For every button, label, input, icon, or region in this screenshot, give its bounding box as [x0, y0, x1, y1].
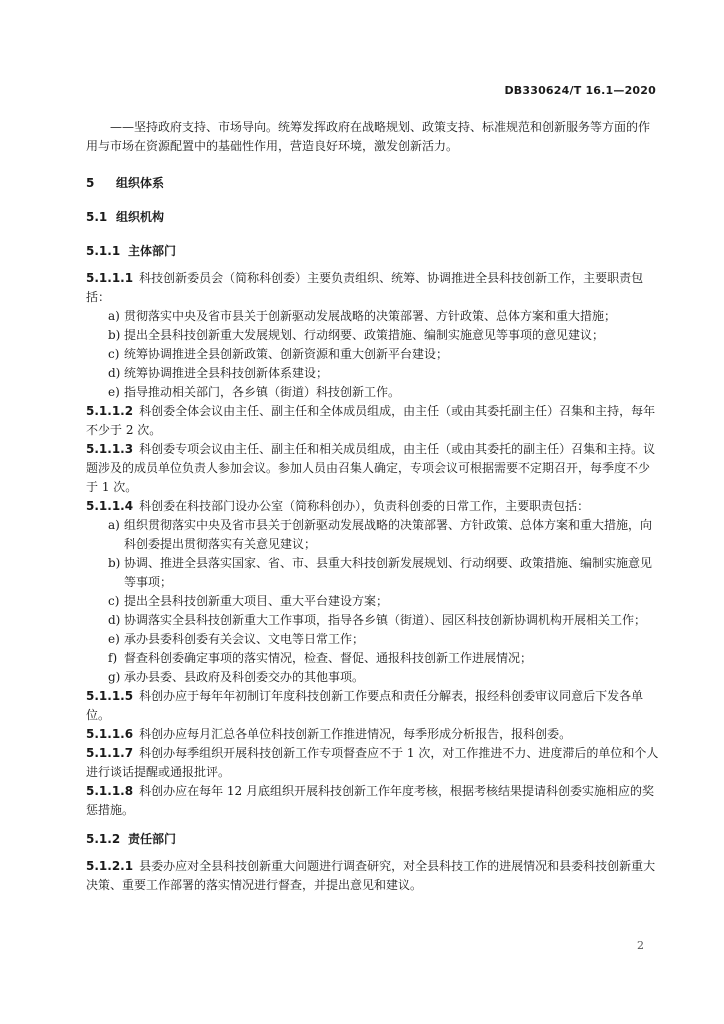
list-item-text: 组织贯彻落实中央及省市县关于创新驱动发展战略的决策部署、方针政策、总体方案和重大措施，向科创委提出贯彻落实有关意见建议； — [124, 518, 653, 551]
clause-number: 5.1.1.5 — [86, 689, 134, 703]
clause-text: 县委办应对全县科技创新重大问题进行调查研究，对全县科技工作的进展情况和县委科技创新重大决策、重要工作部署的落实情况进行督查，并提出意见和建议。 — [86, 859, 656, 892]
list-item — [86, 592, 660, 611]
list-item-text: 统筹协调推进全县科技创新体系建设； — [124, 366, 329, 380]
list-item — [86, 383, 660, 402]
list-item-text: 统筹协调推进全县创新政策、创新资源和重大创新平台建设； — [124, 347, 449, 361]
section-title: 责任部门 — [128, 832, 177, 846]
clause-text: 科创办应于每年年初制订年度科技创新工作要点和责任分解表，报经科创委审议同意后下发各单位。 — [86, 689, 644, 722]
clause-number: 5.1.2.1 — [86, 859, 134, 873]
clause-text: 科创委专项会议由主任、副主任和相关成员组成，由主任（或由其委托的副主任）召集和主持。议题涉及的成员单位负责人参加会议。参加人员由召集人确定，专项会议可根据需要不定期召开，每季度不少于 1 次。 — [86, 442, 656, 494]
clause-5-1-1-8 — [86, 782, 660, 820]
clause-5-1-1-3 — [86, 440, 660, 497]
section-5-1-2-heading — [86, 830, 660, 849]
section-5-1-heading — [86, 208, 660, 227]
clause-5-1-1-1-list — [86, 307, 660, 402]
clause-5-1-2-1 — [86, 857, 660, 895]
list-mark: e) — [108, 385, 120, 399]
clause-text: 科技创新委员会（简称科创委）主要负责组织、统筹、协调推进全县科技创新工作，主要职责包括： — [86, 271, 644, 304]
section-5-heading — [86, 174, 660, 193]
list-item — [86, 554, 660, 592]
list-item — [86, 326, 660, 345]
section-number: 5.1 — [86, 210, 108, 224]
list-item — [86, 611, 660, 630]
list-item — [86, 364, 660, 383]
clause-5-1-1-5 — [86, 687, 660, 725]
section-title: 组织机构 — [116, 210, 165, 224]
section-number: 5.1.2 — [86, 832, 121, 846]
clause-number: 5.1.1.2 — [86, 404, 134, 418]
list-mark: g) — [108, 670, 121, 684]
clause-number: 5.1.1.1 — [86, 271, 134, 285]
clause-number: 5.1.1.4 — [86, 499, 134, 513]
intro-paragraph: ——坚持政府支持、市场导向。统筹发挥政府在战略规划、政策支持、标准规范和创新服务等方面的作用与市场在资源配置中的基础性作用，营造良好环境，激发创新活力。 — [86, 120, 651, 153]
list-item — [86, 649, 660, 668]
clause-text: 科创委全体会议由主任、副主任和全体成员组成，由主任（或由其委托副主任）召集和主持，每年不少于 2 次。 — [86, 404, 656, 437]
section-number: 5.1.1 — [86, 244, 121, 258]
list-mark: d) — [108, 613, 121, 627]
list-item-text: 协调、推进全县落实国家、省、市、县重大科技创新发展规划、行动纲要、政策措施、编制实施意见等事项； — [124, 556, 653, 589]
list-mark: d) — [108, 366, 121, 380]
clause-number: 5.1.1.6 — [86, 727, 134, 741]
clause-5-1-1-4-list — [86, 516, 660, 687]
list-mark: c) — [108, 347, 120, 361]
document-code: DB330624/T 16.1—2020 — [504, 84, 656, 97]
clause-text: 科创办应每月汇总各单位科技创新工作推进情况，每季形成分析报告，报科创委。 — [139, 727, 572, 741]
clause-5-1-1-6 — [86, 725, 660, 744]
clause-text: 科创办每季组织开展科技创新工作专项督查应不于 1 次，对工作推进不力、进度滞后的单位和个人进行谈话提醒或通报批评。 — [86, 746, 659, 779]
list-item-text: 指导推动相关部门，各乡镇（街道）科技创新工作。 — [124, 385, 401, 399]
list-item-text: 贯彻落实中央及省市县关于创新驱动发展战略的决策部署、方针政策、总体方案和重大措施； — [124, 309, 617, 323]
section-5-1-1-heading — [86, 242, 660, 261]
list-item-text: 承办县委科创委有关会议、文电等日常工作； — [124, 632, 365, 646]
list-mark: f) — [108, 651, 118, 665]
clause-5-1-1-2 — [86, 402, 660, 440]
clause-5-1-1-7 — [86, 744, 660, 782]
list-item — [86, 668, 660, 687]
clause-number: 5.1.1.3 — [86, 442, 134, 456]
page-number: 2 — [637, 939, 644, 952]
list-item-text: 承办县委、县政府及科创委交办的其他事项。 — [124, 670, 365, 684]
list-item-text: 提出全县科技创新重大发展规划、行动纲要、政策措施、编制实施意见等事项的意见建议； — [124, 328, 605, 342]
list-mark: b) — [108, 328, 121, 342]
document-body — [86, 118, 660, 895]
list-item-text: 提出全县科技创新重大项目、重大平台建设方案； — [124, 594, 389, 608]
list-mark: b) — [108, 556, 121, 570]
list-mark: a) — [108, 309, 120, 323]
clause-5-1-1-4 — [86, 497, 660, 516]
list-item — [86, 345, 660, 364]
list-item-text: 协调落实全县科技创新重大工作事项，指导各乡镇（街道）、园区科技创新协调机构开展相关工作； — [124, 613, 647, 627]
list-item-text: 督查科创委确定事项的落实情况，检查、督促、通报科技创新工作进展情况； — [124, 651, 533, 665]
clause-text: 科创委在科技部门设办公室（简称科创办），负责科创委的日常工作，主要职责包括： — [139, 499, 590, 513]
list-mark: c) — [108, 594, 120, 608]
clause-number: 5.1.1.8 — [86, 784, 134, 798]
section-title: 组织体系 — [116, 176, 165, 190]
clause-text: 科创办应在每年 12 月底组织开展科技创新工作年度考核，根据考核结果提请科创委实施相应的奖惩措施。 — [86, 784, 654, 817]
list-item — [86, 516, 660, 554]
clause-5-1-1-1 — [86, 269, 660, 307]
section-number: 5 — [86, 176, 95, 190]
list-item — [86, 307, 660, 326]
list-mark: a) — [108, 518, 120, 532]
section-title: 主体部门 — [128, 244, 177, 258]
list-mark: e) — [108, 632, 120, 646]
list-item — [86, 630, 660, 649]
clause-number: 5.1.1.7 — [86, 746, 134, 760]
